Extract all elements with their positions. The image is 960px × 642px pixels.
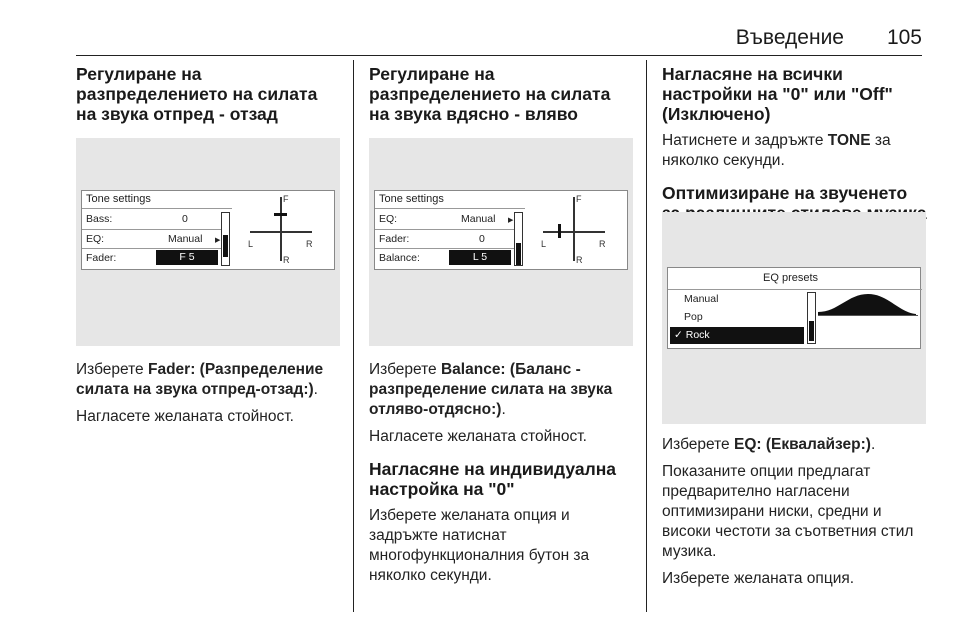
section-heading-balance: Регулиране на разпределението на силата на звука вдясно - вляво [369,64,611,124]
row-label-eq-2: EQ: [379,213,398,225]
column-reset-eq [662,64,930,223]
chevron-right-icon: ▶ [508,217,514,224]
instruction-select-balance: Изберете Balance: (Баланс - разпределение силата на звука отляво-отдясно:). [369,361,613,418]
instruction-set-value-2: Нагласете желаната стойност. [369,428,587,445]
screen-title: Tone settings [86,193,151,205]
screen-title-2: Tone settings [379,193,444,205]
fader-position-marker [274,213,287,216]
row-value-balance: L 5 [472,251,488,263]
column-divider-2 [646,60,647,612]
scrollbar-2 [514,212,523,266]
axis-label-top: F [283,194,289,204]
eq-options-description: Показаните опции предлагат предварително нагласени оптимизирани ниски, средни и високи честоти за съответния стил музика. [662,463,914,560]
axis-label-top-2: F [576,194,582,204]
instruction-select-option: Изберете желаната опция. [662,570,855,587]
row-label-bass: Bass: [86,213,113,225]
column-fader [76,64,340,124]
row-value-fader: F 5 [179,251,195,263]
selected-row-highlight [156,250,218,265]
row-label-fader: Fader: [86,252,117,264]
eq-curve [818,294,916,316]
row-value-fader-2: 0 [479,233,485,245]
section-heading-eq: Оптимизиране на звученето [662,183,908,203]
header-rule [76,55,922,56]
axis-label-bottom: R [283,255,290,265]
column-eq-text [662,435,930,589]
row-value-bass: 0 [182,213,188,225]
instruction-select-fader: Изберете Fader: (Разпределение силата на звука отпред-отзад:). [76,361,324,398]
instruction-press-tone: Натиснете и задръжте TONE за няколко секунди. [662,132,891,169]
tone-settings-screen-2 [374,190,628,270]
selected-preset-highlight [670,327,804,344]
axis-label-bottom-2: R [576,255,583,265]
screen-title-3: EQ presets [763,272,819,284]
menu-item-eq-ref: EQ: (Еквалайзер:) [733,436,871,453]
axis-label-left: L [248,239,254,249]
page-number: 105 [886,26,922,49]
axis-label-right: R [306,239,313,249]
selected-row-highlight-2 [449,250,511,265]
preset-manual: Manual [684,293,719,305]
tone-settings-screen [81,190,335,270]
scrollbar-3 [807,292,816,344]
balance-axis-vertical [573,197,575,261]
column-balance-text [369,360,633,586]
preset-pop: Pop [684,311,703,323]
menu-item-balance-ref: Balance: (Баланс - разпределение силата на звука отляво-отдясно:) [369,361,613,418]
column-balance [369,64,633,124]
row-label-fader-2: Fader: [379,233,410,245]
scrollbar [221,212,230,266]
instruction-set-value: Нагласете желаната стойност. [76,408,294,425]
menu-item-fader-ref: Fader: (Разпределение силата на звука отпред-отзад:) [76,361,324,398]
eq-presets-screen [667,267,921,349]
section-heading-reset-single: Нагласяне на индивидуална настройка на "0" [369,459,617,499]
balance-axis-horizontal [543,231,605,233]
instruction-reset-single: Изберете желаната опция и задръжте натиснат многофункционалния бутон за няколко секунди. [369,507,590,584]
fader-axis-horizontal [250,231,312,233]
eq-curve-graph [818,292,918,316]
axis-label-right-2: R [599,239,606,249]
chevron-right-icon: ▶ [215,237,221,244]
photo-fader-screen [76,138,340,346]
column-divider-1 [353,60,354,612]
page-header [76,26,922,52]
row-value-eq-2: Manual [461,213,496,225]
balance-position-marker [558,224,561,238]
section-heading-fader: Регулиране на разпределението на силата на звука отпред - отзад [76,64,318,124]
row-label-eq: EQ: [86,233,105,245]
check-icon: ✓ [674,329,683,341]
header-title: Въведение [735,26,844,49]
row-label-balance: Balance: [379,252,420,264]
column-fader-text [76,360,340,427]
fader-axis-vertical [280,197,282,261]
row-value-eq: Manual [168,233,203,245]
preset-rock: Rock [685,329,710,341]
instruction-select-eq: Изберете EQ: (Еквалайзер:). [662,436,876,453]
photo-balance-screen [369,138,633,346]
photo-eq-presets-screen [662,212,926,424]
axis-label-left-2: L [541,239,547,249]
section-heading-reset-all: Нагласяне на всички настройки на "0" или "Off" (Изключено) [662,64,893,124]
tone-button-ref: TONE [827,132,871,149]
